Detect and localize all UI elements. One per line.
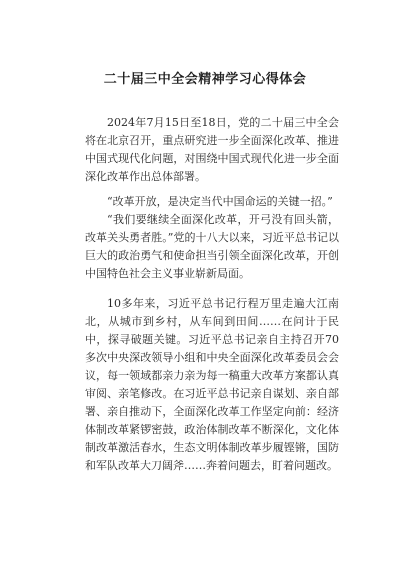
paragraph-quote-reform-opening: “改革开放，是决定当代中国命运的关键一招。”: [107, 195, 333, 208]
document-body: [85, 114, 339, 475]
paragraph-quote-deepen-reform: “我们要继续全面深化改革，开弓没有回头箭，改革关头勇者胜。”党的十八大以来，习近平总书记以巨大的政治勇气和使命担当引领全面深化改革，开创中国特色社会主义事业崭新局面。: [85, 213, 339, 280]
paragraph-meeting-announcement: 2024年7月15日至18日，党的二十届三中全会将在北京召开，重点研究进一步全面深化改革、推进中国式现代化问题，对围绕中国式现代化进一步全面深化改革作出总体部署。: [85, 116, 339, 183]
paragraph-ten-years: 10多年来，习近平总书记行程万里走遍大江南北，从城市到乡村，从车间到田间……在问计于民中，探寻破题关键。习近平总书记亲自主持召开70多次中央深改领导小组和中央全面深化改革委员会会议，每一领域都亲力亲为每一稿重大改革方案都认真审阅、亲笔修改。在习近平总书记亲自谋划、亲自部署、亲自推动下，全面深化改革工作坚定向前：经济体制改革紧锣密鼓，政治体制改革不断深化，文化体制改革激活春水，生态文明体制改革步履铿锵，国防和军队改革大刀阔斧……奔着问题去，盯着问题改。: [85, 297, 339, 472]
document-title: 二十届三中全会精神学习心得体会: [103, 72, 307, 87]
